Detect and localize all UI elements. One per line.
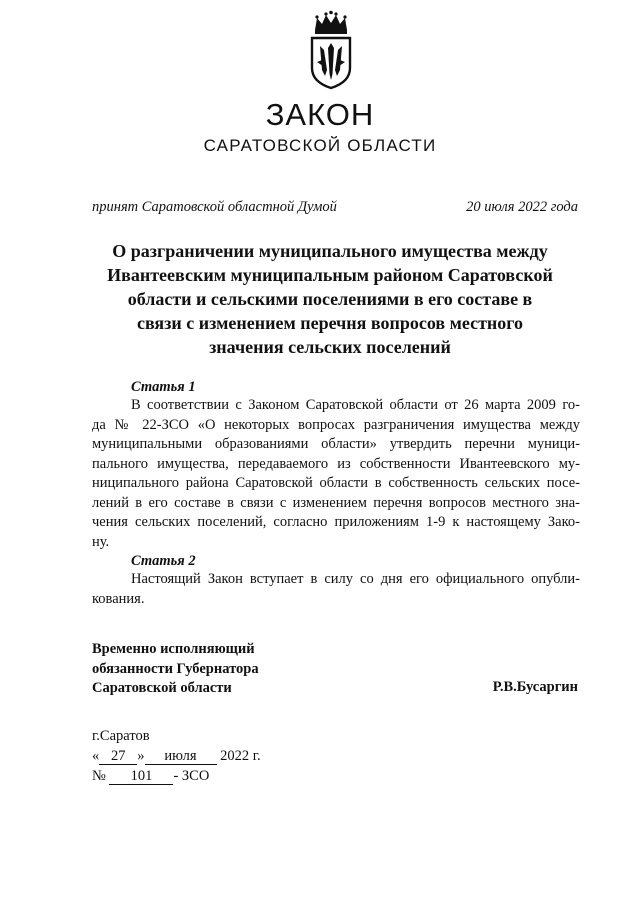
article-2-heading: Статья 2 [131,553,196,569]
place-and-date-block [92,726,261,786]
article-1-line: да № 22-ЗСО «О некоторых вопросах разграничения имущества между [92,416,580,433]
article-2-line: кования. [92,590,145,607]
law-title [80,239,580,359]
number-sign: № [92,768,106,784]
signatory-position-line: Саратовской области [92,680,232,696]
title-line: Ивантеевским муниципальным районом Саратовской [107,265,553,285]
date-month: июля [145,748,217,765]
article-1-line: муниципальными образованиями области» утвердить перечни муници- [92,436,580,452]
title-line: связи с изменением перечня вопросов местного [136,313,524,333]
date-day: 27 [99,748,137,765]
date-year: 2022 г. [220,748,261,764]
law-number-suffix: - ЗСО [173,768,210,784]
adoption-authority: принят Саратовской областной Думой [92,199,337,215]
date-close-quote: » [137,748,145,764]
signatory-name: Р.В.Бусаргин [492,679,578,695]
article-1-text [92,396,580,552]
article-1-line: пального имущества, передаваемого из собственности Ивантеевского му- [92,455,580,472]
article-2-text [92,570,580,609]
signatory-position-line: Временно исполняющий [92,641,255,657]
article-1-line: лений в его составе в связи с изменением перечня вопросов местного зна- [92,494,580,511]
article-1-line: ниципального района Саратовской области в собственность сельских посе- [92,475,580,491]
law-region-heading: САРАТОВСКОЙ ОБЛАСТИ [203,136,437,155]
adoption-date: 20 июля 2022 года [466,199,578,215]
city: г.Саратов [92,728,150,744]
signatory-position [92,640,259,699]
saratov-coat-of-arms-icon [303,10,359,90]
title-line: области и сельскими поселениями в его составе в [127,289,533,309]
title-line: О разграничении муниципального имущества между [112,241,548,261]
law-number [92,766,261,786]
signatory-position-line: обязанности Губернатора [92,660,259,677]
date-open-quote: « [92,748,100,764]
title-line: значения сельских поселений [209,337,451,357]
article-1-heading: Статья 1 [131,379,196,395]
signing-date [92,746,261,766]
article-1-line: В соответствии с Законом Саратовской области от 26 марта 2009 го- [131,397,580,413]
article-1-line: чения сельских поселений, согласно приложениям 1-9 к настоящему Зако- [92,514,580,530]
article-1-line: ну. [92,533,110,550]
law-number-value: 101 [109,768,173,785]
article-2-line: Настоящий Закон вступает в силу со дня его официального опубли- [131,571,580,587]
law-heading: ЗАКОН [265,97,375,132]
